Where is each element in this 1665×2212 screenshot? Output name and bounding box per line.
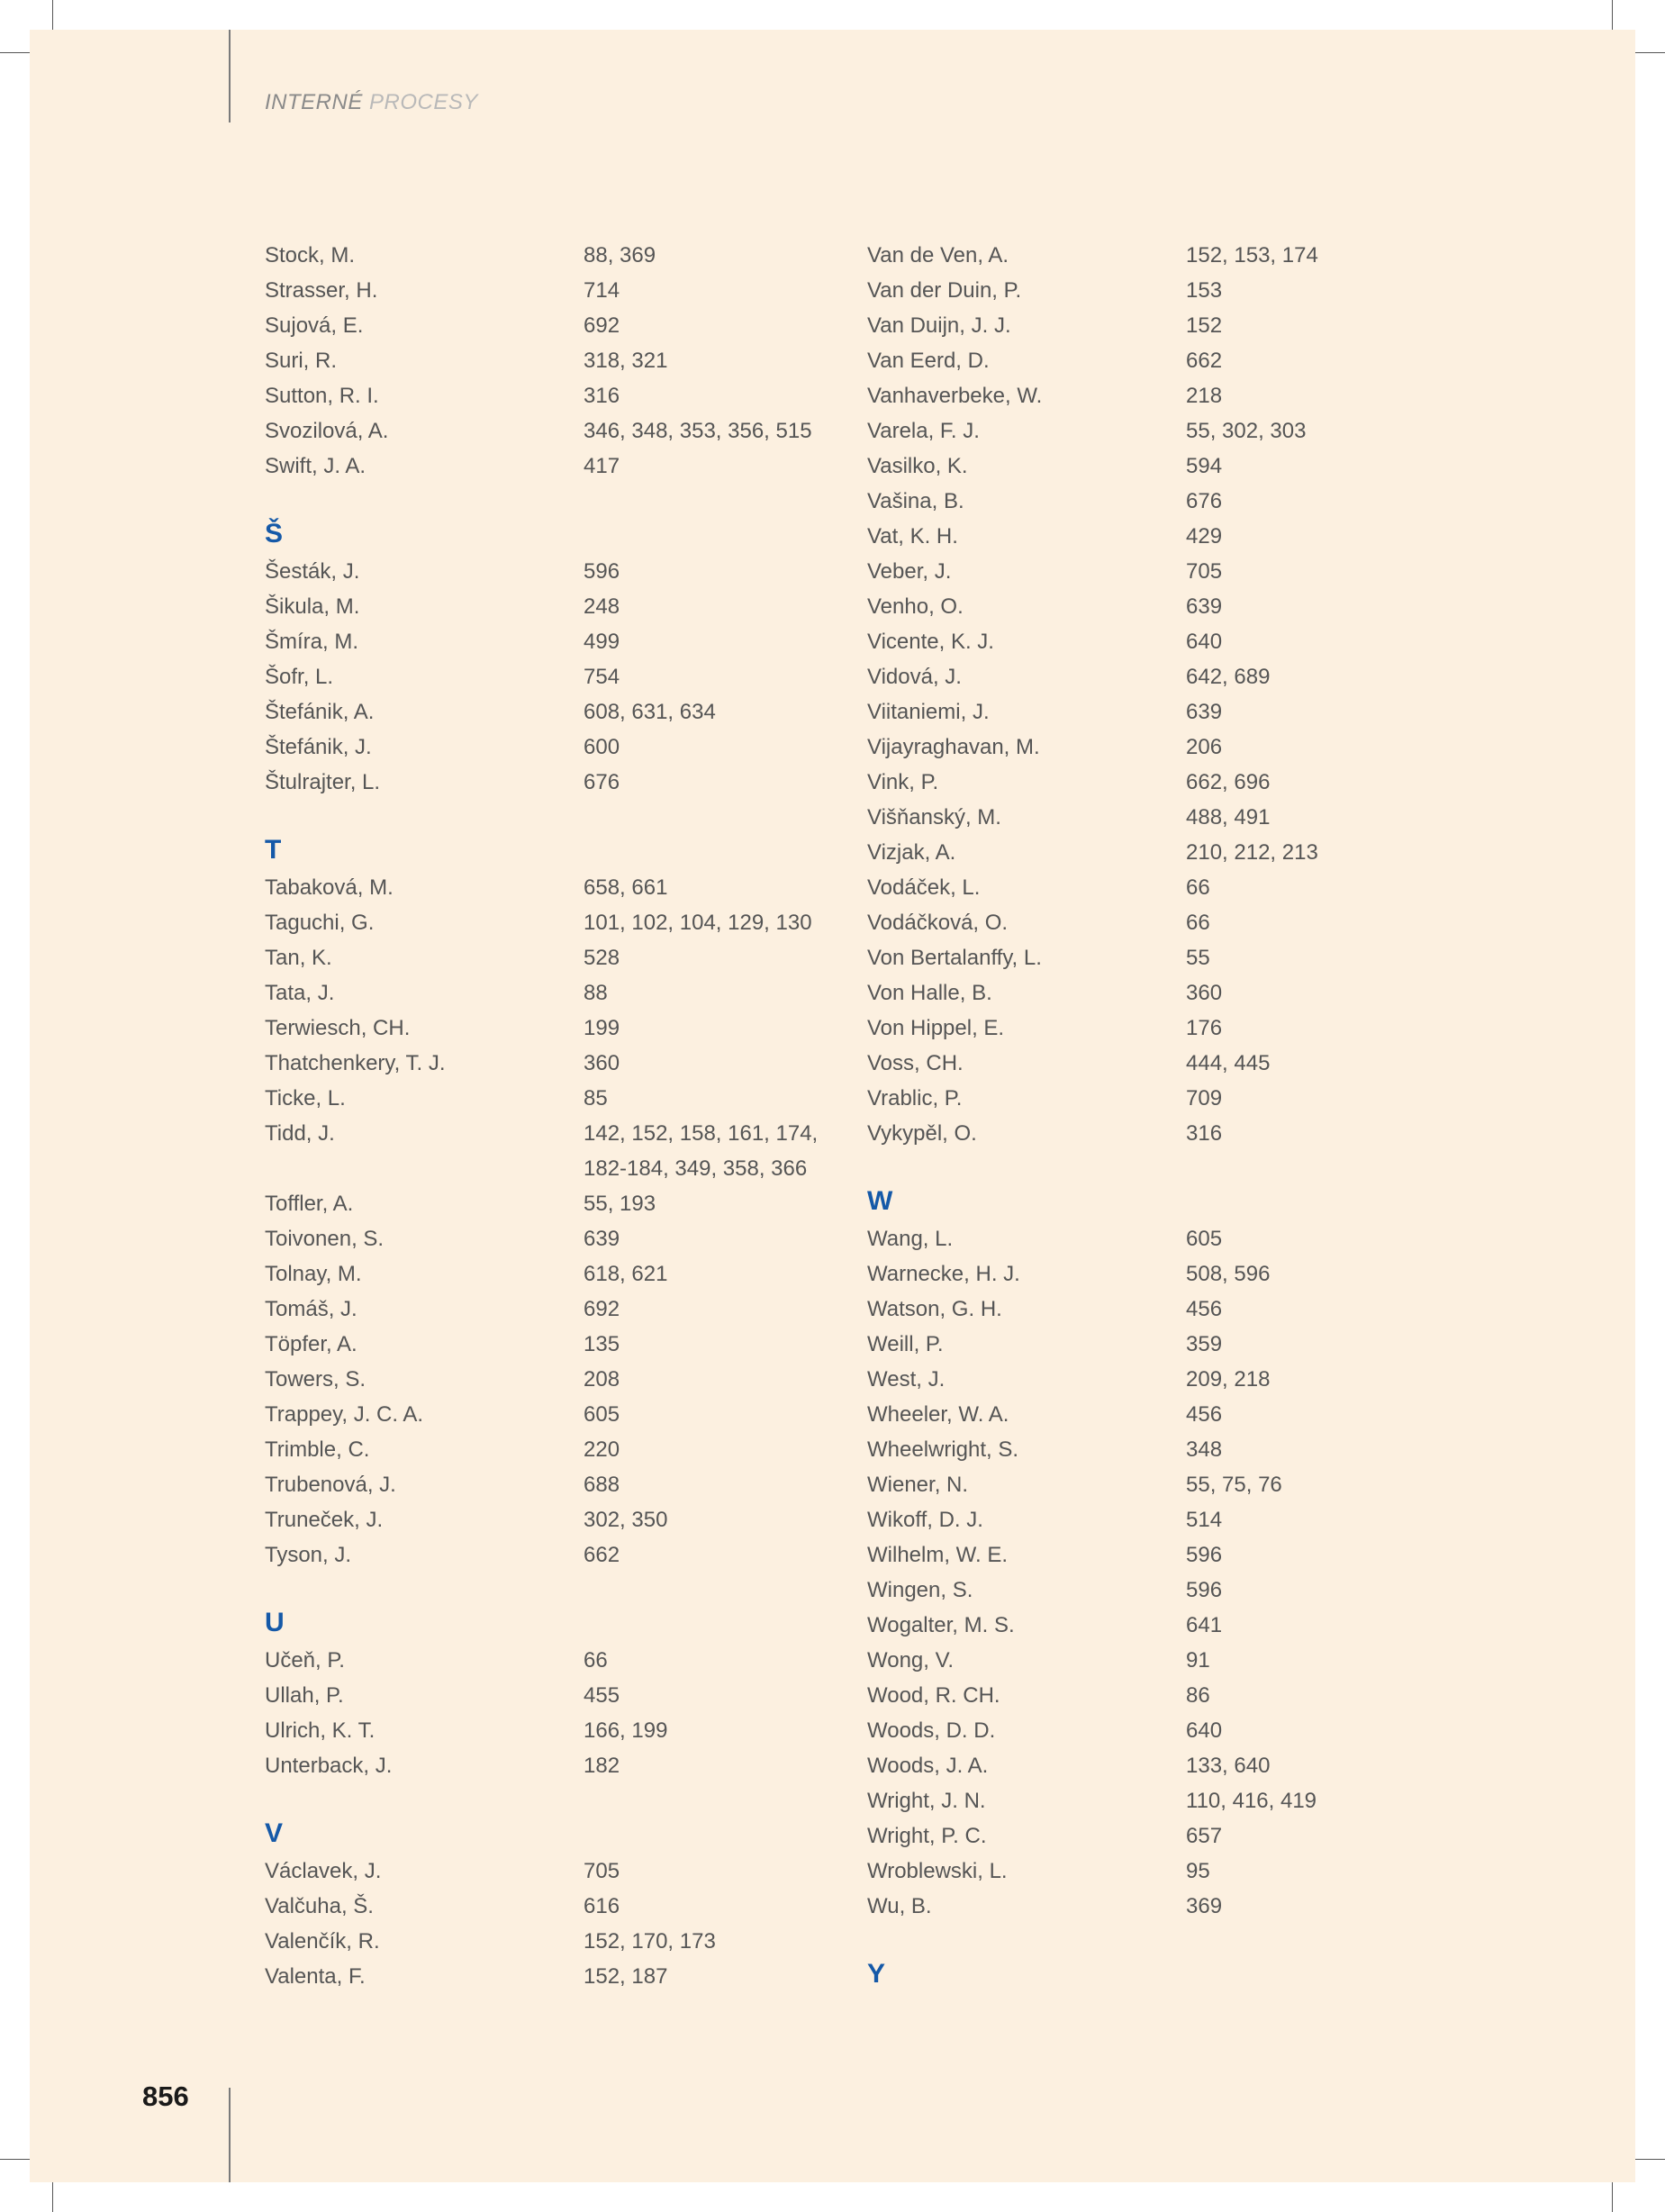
- entry-pages: 359: [1186, 1332, 1223, 1356]
- entry-pages: 662: [584, 1543, 620, 1567]
- index-entry: [867, 273, 1443, 308]
- entry-name: Tabaková, M.: [265, 875, 394, 900]
- entry-pages: 206: [1186, 735, 1223, 759]
- entry-name: Tomáš, J.: [265, 1297, 357, 1321]
- index-entry: [867, 940, 1443, 975]
- entry-name: Wroblewski, L.: [867, 1859, 1008, 1883]
- index-entry: [867, 1818, 1443, 1854]
- entry-name: Venho, O.: [867, 594, 964, 619]
- index-entry: [265, 940, 841, 975]
- entry-name: Tata, J.: [265, 981, 335, 1005]
- index-entry: [867, 765, 1443, 800]
- entry-name: Wright, P. C.: [867, 1824, 987, 1848]
- entry-name: Towers, S.: [265, 1367, 366, 1392]
- index-entry: [265, 765, 841, 800]
- entry-name: Van Duijn, J. J.: [867, 313, 1011, 338]
- index-entry: [265, 378, 841, 413]
- entry-pages: 676: [584, 770, 620, 794]
- index-entry: [867, 1854, 1443, 1889]
- entry-pages: 618, 621: [584, 1262, 668, 1286]
- footer-rule: [229, 2088, 231, 2182]
- entry-pages: 658, 661: [584, 875, 668, 900]
- index-entry: [265, 449, 841, 484]
- entry-pages: 360: [584, 1051, 620, 1075]
- entry-name: Veber, J.: [867, 559, 952, 584]
- index-letter: Š: [265, 519, 284, 548]
- index-entry: [867, 1292, 1443, 1327]
- index-entry: [867, 484, 1443, 519]
- entry-pages: 639: [584, 1227, 620, 1251]
- entry-pages: 508, 596: [1186, 1262, 1271, 1286]
- index-entry: [265, 624, 841, 659]
- crop-mark: [0, 2159, 30, 2160]
- entry-name: Unterback, J.: [265, 1754, 393, 1778]
- entry-name: Watson, G. H.: [867, 1297, 1002, 1321]
- index-entry: [867, 1397, 1443, 1432]
- entry-pages: 444, 445: [1186, 1051, 1271, 1075]
- entry-name: Woods, J. A.: [867, 1754, 989, 1778]
- index-entry: [265, 1854, 841, 1889]
- running-head: [265, 90, 478, 115]
- index-entry: [265, 1889, 841, 1924]
- index-entry: [265, 975, 841, 1011]
- index-letter: W: [867, 1186, 893, 1216]
- entry-name: Šofr, L.: [265, 665, 334, 689]
- entry-pages: 640: [1186, 1718, 1223, 1743]
- entry-pages: 209, 218: [1186, 1367, 1271, 1392]
- entry-pages: 55, 302, 303: [1186, 419, 1307, 443]
- entry-pages: 152, 187: [584, 1964, 668, 1989]
- index-entry: [265, 1011, 841, 1046]
- entry-name: Wiener, N.: [867, 1473, 969, 1497]
- index-entry: [265, 1924, 841, 1959]
- entry-name: Taguchi, G.: [265, 911, 375, 935]
- index-entry: [265, 1292, 841, 1327]
- entry-name: Varela, F. J.: [867, 419, 980, 443]
- index-entry: [265, 554, 841, 589]
- entry-pages: 220: [584, 1437, 620, 1462]
- page-number: 856: [142, 2081, 189, 2112]
- entry-name: Vodáčková, O.: [867, 911, 1009, 935]
- entry-name: Štefánik, J.: [265, 735, 372, 759]
- entry-pages: 605: [1186, 1227, 1223, 1251]
- index-entry: [867, 449, 1443, 484]
- entry-name: Terwiesch, CH.: [265, 1016, 411, 1040]
- index-entry-continuation: [265, 1151, 841, 1186]
- entry-name: Toivonen, S.: [265, 1227, 385, 1251]
- entry-pages: 488, 491: [1186, 805, 1271, 830]
- entry-pages: 640: [1186, 630, 1223, 654]
- index-entry: [265, 238, 841, 273]
- index-entry: [265, 1116, 841, 1151]
- index-entry: [265, 1397, 841, 1432]
- index-letter-heading: [265, 519, 841, 554]
- entry-name: Vykypěl, O.: [867, 1121, 977, 1146]
- entry-name: Wood, R. CH.: [867, 1683, 1000, 1708]
- entry-name: Svozilová, A.: [265, 419, 389, 443]
- entry-name: Sutton, R. I.: [265, 384, 379, 408]
- entry-pages: 55: [1186, 946, 1210, 970]
- index-entry: [867, 1011, 1443, 1046]
- index-entry: [265, 1362, 841, 1397]
- entry-name: Vidová, J.: [867, 665, 962, 689]
- index-entry: [265, 1186, 841, 1221]
- entry-name: Vrablic, P.: [867, 1086, 963, 1111]
- entry-name: Tidd, J.: [265, 1121, 335, 1146]
- entry-name: Toffler, A.: [265, 1192, 354, 1216]
- entry-name: Šikula, M.: [265, 594, 360, 619]
- index-letter-heading: [265, 1818, 841, 1854]
- entry-pages: 417: [584, 454, 620, 478]
- index-entry: [867, 238, 1443, 273]
- index-entry: [867, 659, 1443, 694]
- entry-pages: 688: [584, 1473, 620, 1497]
- index-entry: [265, 659, 841, 694]
- entry-pages: 605: [584, 1402, 620, 1427]
- entry-name: Wu, B.: [867, 1894, 932, 1918]
- entry-pages: 66: [584, 1648, 608, 1673]
- entry-pages: 88: [584, 981, 608, 1005]
- entry-name: Wong, V.: [867, 1648, 955, 1673]
- index-letter-heading: [867, 1186, 1443, 1221]
- entry-pages: 641: [1186, 1613, 1223, 1637]
- entry-name: Wright, J. N.: [867, 1789, 986, 1813]
- index-entry: [265, 1081, 841, 1116]
- entry-name: Van Eerd, D.: [867, 349, 990, 373]
- entry-name: Thatchenkery, T. J.: [265, 1051, 446, 1075]
- index-entry: [867, 1046, 1443, 1081]
- index-entry: [867, 1608, 1443, 1643]
- entry-pages: 95: [1186, 1859, 1210, 1883]
- index-entry: [867, 1643, 1443, 1678]
- entry-pages: 86: [1186, 1683, 1210, 1708]
- index-entry: [867, 975, 1443, 1011]
- index-entry: [867, 694, 1443, 730]
- entry-name: Vasilko, K.: [867, 454, 968, 478]
- entry-name: Vizjak, A.: [867, 840, 956, 865]
- entry-pages: 692: [584, 313, 620, 338]
- entry-pages: 101, 102, 104, 129, 130: [584, 911, 812, 935]
- entry-pages: 142, 152, 158, 161, 174,: [584, 1121, 819, 1146]
- entry-pages: 705: [584, 1859, 620, 1883]
- entry-pages: 55, 75, 76: [1186, 1473, 1282, 1497]
- index-entry: [867, 1256, 1443, 1292]
- entry-pages: 153: [1186, 278, 1223, 303]
- entry-pages: 166, 199: [584, 1718, 668, 1743]
- index-letter: T: [265, 835, 282, 865]
- index-entry: [867, 870, 1443, 905]
- entry-pages: 182: [584, 1754, 620, 1778]
- index-entry: [265, 1713, 841, 1748]
- entry-pages: 133, 640: [1186, 1754, 1271, 1778]
- entry-pages: 85: [584, 1086, 608, 1111]
- entry-name: Suri, R.: [265, 349, 338, 373]
- index-entry: [867, 519, 1443, 554]
- entry-pages: 176: [1186, 1016, 1223, 1040]
- index-column-right: [867, 238, 1443, 1994]
- index-entry: [265, 1432, 841, 1467]
- index-entry: [265, 308, 841, 343]
- entry-pages: 88, 369: [584, 243, 656, 267]
- crop-mark: [1612, 2182, 1613, 2212]
- entry-pages: 499: [584, 630, 620, 654]
- running-head-light: PROCESY: [369, 90, 478, 114]
- entry-pages: 91: [1186, 1648, 1210, 1673]
- crop-mark: [52, 2182, 53, 2212]
- index-entry: [265, 1748, 841, 1783]
- entry-name: West, J.: [867, 1367, 946, 1392]
- entry-name: Wogalter, M. S.: [867, 1613, 1015, 1637]
- index-entry: [867, 835, 1443, 870]
- entry-name: Wheelwright, S.: [867, 1437, 1019, 1462]
- index-entry: [867, 378, 1443, 413]
- entry-pages: 608, 631, 634: [584, 700, 716, 724]
- index-entry: [265, 1467, 841, 1502]
- entry-pages: 639: [1186, 594, 1223, 619]
- index-entry: [867, 905, 1443, 940]
- entry-pages: 346, 348, 353, 356, 515: [584, 419, 812, 443]
- entry-pages: 208: [584, 1367, 620, 1392]
- entry-name: Warnecke, H. J.: [867, 1262, 1020, 1286]
- entry-name: Vašina, B.: [867, 489, 964, 513]
- index-entry: [867, 1362, 1443, 1397]
- entry-pages: 66: [1186, 875, 1210, 900]
- index-entry: [265, 1537, 841, 1573]
- index-entry: [265, 273, 841, 308]
- index-entry: [265, 870, 841, 905]
- entry-name: Stock, M.: [265, 243, 356, 267]
- entry-name: Von Hippel, E.: [867, 1016, 1005, 1040]
- entry-name: Valenčík, R.: [265, 1929, 380, 1954]
- entry-name: Ulrich, K. T.: [265, 1718, 376, 1743]
- entry-name: Trimble, C.: [265, 1437, 370, 1462]
- entry-pages: 642, 689: [1186, 665, 1271, 689]
- index-entry: [867, 554, 1443, 589]
- entry-name: Truneček, J.: [265, 1508, 384, 1532]
- index-entry: [265, 905, 841, 940]
- entry-name: Viitaniemi, J.: [867, 700, 990, 724]
- entry-pages: 318, 321: [584, 349, 668, 373]
- entry-pages: 66: [1186, 911, 1210, 935]
- entry-name: Štulrajter, L.: [265, 770, 381, 794]
- entry-pages: 429: [1186, 524, 1223, 548]
- crop-mark: [1612, 0, 1613, 30]
- entry-name: Ticke, L.: [265, 1086, 346, 1111]
- entry-name: Učeň, P.: [265, 1648, 345, 1673]
- entry-pages: 210, 212, 213: [1186, 840, 1318, 865]
- index-entry: [867, 624, 1443, 659]
- index-entry: [265, 730, 841, 765]
- entry-pages: 714: [584, 278, 620, 303]
- entry-name: Vodáček, L.: [867, 875, 981, 900]
- index-entry: [867, 1081, 1443, 1116]
- entry-name: Tan, K.: [265, 946, 332, 970]
- entry-pages: 596: [584, 559, 620, 584]
- index-letter-heading: [265, 1608, 841, 1643]
- index-entry: [867, 343, 1443, 378]
- entry-name: Wang, L.: [867, 1227, 954, 1251]
- entry-pages: 182-184, 349, 358, 366: [584, 1156, 808, 1181]
- entry-pages: 662, 696: [1186, 770, 1271, 794]
- index-letter: V: [265, 1818, 284, 1848]
- entry-name: Trappey, J. C. A.: [265, 1402, 424, 1427]
- entry-pages: 369: [1186, 1894, 1223, 1918]
- entry-name: Von Halle, B.: [867, 981, 992, 1005]
- header-rule: [229, 30, 231, 122]
- entry-name: Václavek, J.: [265, 1859, 382, 1883]
- entry-pages: 514: [1186, 1508, 1223, 1532]
- entry-pages: 360: [1186, 981, 1223, 1005]
- entry-name: Tyson, J.: [265, 1543, 352, 1567]
- index-entry: [265, 343, 841, 378]
- entry-name: Vijayraghavan, M.: [867, 735, 1040, 759]
- entry-pages: 135: [584, 1332, 620, 1356]
- entry-pages: 110, 416, 419: [1186, 1789, 1317, 1813]
- index-entry: [867, 730, 1443, 765]
- entry-name: Swift, J. A.: [265, 454, 366, 478]
- entry-name: Sujová, E.: [265, 313, 364, 338]
- entry-name: Weill, P.: [867, 1332, 944, 1356]
- entry-name: Trubenová, J.: [265, 1473, 396, 1497]
- crop-mark: [0, 52, 30, 53]
- entry-pages: 248: [584, 594, 620, 619]
- entry-pages: 616: [584, 1894, 620, 1918]
- entry-pages: 152: [1186, 313, 1223, 338]
- entry-pages: 316: [584, 384, 620, 408]
- entry-name: Voss, CH.: [867, 1051, 964, 1075]
- index-entry: [867, 589, 1443, 624]
- index-entry: [265, 1643, 841, 1678]
- index-entry: [867, 1678, 1443, 1713]
- entry-pages: 709: [1186, 1086, 1223, 1111]
- index-letter-heading: [265, 835, 841, 870]
- index-entry: [867, 1748, 1443, 1783]
- index-entry: [867, 1432, 1443, 1467]
- entry-name: Šmíra, M.: [265, 630, 359, 654]
- entry-pages: 596: [1186, 1543, 1223, 1567]
- entry-pages: 456: [1186, 1402, 1223, 1427]
- entry-name: Valčuha, Š.: [265, 1894, 374, 1918]
- entry-name: Woods, D. D.: [867, 1718, 996, 1743]
- index-entry: [867, 1116, 1443, 1151]
- entry-pages: 455: [584, 1683, 620, 1708]
- entry-pages: 152, 153, 174: [1186, 243, 1318, 267]
- crop-mark: [52, 0, 53, 30]
- entry-name: Van de Ven, A.: [867, 243, 1009, 267]
- entry-pages: 316: [1186, 1121, 1223, 1146]
- index-entry: [867, 1889, 1443, 1924]
- index-entry: [265, 589, 841, 624]
- index-entry: [867, 1713, 1443, 1748]
- entry-name: Wheeler, W. A.: [867, 1402, 1009, 1427]
- entry-name: Tolnay, M.: [265, 1262, 362, 1286]
- entry-name: Töpfer, A.: [265, 1332, 357, 1356]
- entry-pages: 657: [1186, 1824, 1223, 1848]
- entry-pages: 676: [1186, 489, 1223, 513]
- entry-pages: 662: [1186, 349, 1223, 373]
- index-entry: [265, 1221, 841, 1256]
- entry-name: Valenta, F.: [265, 1964, 366, 1989]
- entry-name: Vink, P.: [867, 770, 939, 794]
- entry-pages: 594: [1186, 454, 1223, 478]
- entry-pages: 218: [1186, 384, 1223, 408]
- entry-pages: 55, 193: [584, 1192, 656, 1216]
- index-entry: [265, 1959, 841, 1994]
- entry-pages: 639: [1186, 700, 1223, 724]
- index-entry: [265, 1327, 841, 1362]
- entry-name: Van der Duin, P.: [867, 278, 1022, 303]
- index-entry: [265, 1046, 841, 1081]
- index-entry: [265, 1256, 841, 1292]
- entry-pages: 152, 170, 173: [584, 1929, 716, 1954]
- entry-name: Ullah, P.: [265, 1683, 344, 1708]
- entry-name: Wikoff, D. J.: [867, 1508, 983, 1532]
- index-entry: [867, 1573, 1443, 1608]
- entry-name: Vicente, K. J.: [867, 630, 994, 654]
- entry-pages: 528: [584, 946, 620, 970]
- entry-name: Von Bertalanffy, L.: [867, 946, 1042, 970]
- index-letter: Y: [867, 1959, 886, 1989]
- entry-pages: 302, 350: [584, 1508, 668, 1532]
- entry-name: Višňanský, M.: [867, 805, 1001, 830]
- index-entry: [867, 1502, 1443, 1537]
- entry-name: Štefánik, A.: [265, 700, 375, 724]
- entry-pages: 692: [584, 1297, 620, 1321]
- entry-pages: 596: [1186, 1578, 1223, 1602]
- entry-name: Wilhelm, W. E.: [867, 1543, 1009, 1567]
- entry-pages: 199: [584, 1016, 620, 1040]
- crop-mark: [1635, 2159, 1665, 2160]
- index-entry: [265, 1678, 841, 1713]
- entry-pages: 456: [1186, 1297, 1223, 1321]
- entry-name: Šesták, J.: [265, 559, 360, 584]
- entry-name: Vat, K. H.: [867, 524, 958, 548]
- entry-pages: 600: [584, 735, 620, 759]
- index-entry: [265, 694, 841, 730]
- index-entry: [867, 413, 1443, 449]
- crop-mark: [1635, 52, 1665, 53]
- running-head-strong: INTERNÉ: [265, 90, 363, 114]
- entry-pages: 348: [1186, 1437, 1223, 1462]
- index-entry: [867, 1221, 1443, 1256]
- entry-pages: 705: [1186, 559, 1223, 584]
- index-letter: U: [265, 1608, 285, 1637]
- index-entry: [265, 413, 841, 449]
- index-entry: [867, 1783, 1443, 1818]
- index-entry: [867, 1467, 1443, 1502]
- index-column-left: [265, 238, 841, 1994]
- entry-pages: 754: [584, 665, 620, 689]
- index-letter-heading: [867, 1959, 1443, 1994]
- index-entry: [265, 1502, 841, 1537]
- index-entry: [867, 1327, 1443, 1362]
- index-entry: [867, 1537, 1443, 1573]
- entry-name: Wingen, S.: [867, 1578, 973, 1602]
- index-entry: [867, 308, 1443, 343]
- entry-name: Vanhaverbeke, W.: [867, 384, 1043, 408]
- index-entry: [867, 800, 1443, 835]
- entry-name: Strasser, H.: [265, 278, 378, 303]
